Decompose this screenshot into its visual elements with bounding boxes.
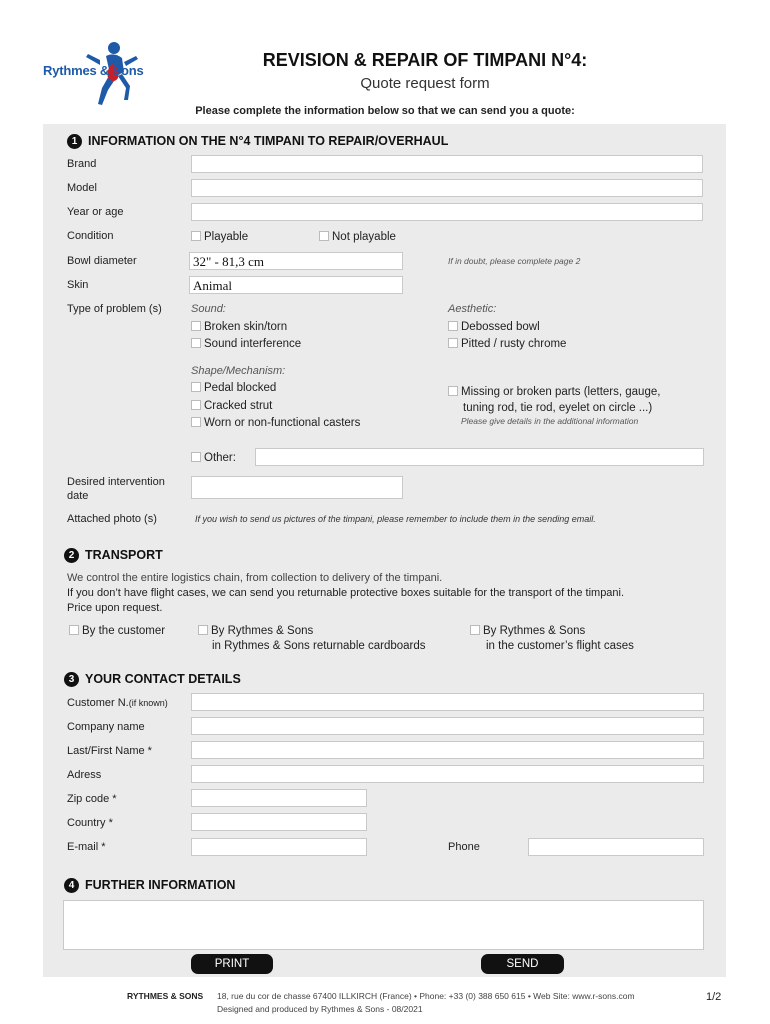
send-button[interactable]: SEND: [481, 954, 564, 974]
condition-playable-label: Playable: [204, 231, 249, 243]
checkbox[interactable]: [191, 400, 201, 410]
further-information-textarea[interactable]: [63, 900, 704, 950]
email-label: E-mail *: [67, 841, 106, 853]
transport-rs-flightcases-line2: in the customer’s flight cases: [486, 640, 634, 652]
model-label: Model: [67, 182, 97, 194]
address-field[interactable]: [191, 765, 704, 783]
photo-hint: If you wish to send us pictures of the timpani, please remember to include them in the sending email.: [195, 514, 596, 524]
address-label: Adress: [67, 769, 102, 781]
section-2-number: 2: [64, 548, 79, 563]
checkbox[interactable]: [191, 231, 201, 241]
option-label: By Rythmes & Sons: [483, 625, 586, 637]
model-field[interactable]: [191, 179, 703, 197]
section-3-title: [64, 672, 241, 687]
checkbox[interactable]: [191, 321, 201, 331]
missing-parts-hint: Please give details in the additional information: [461, 416, 639, 426]
photo-label: Attached photo (s): [67, 513, 157, 525]
bowl-hint: If in doubt, please complete page 2: [448, 256, 581, 266]
option-label: Sound interference: [204, 338, 302, 350]
skin-label: Skin: [67, 279, 89, 291]
transport-rs-flightcases[interactable]: [470, 625, 585, 637]
condition-not-playable-label: Not playable: [332, 231, 396, 243]
checkbox[interactable]: [448, 386, 458, 396]
shape-pedal-blocked[interactable]: [191, 382, 276, 394]
checkbox[interactable]: [191, 417, 201, 427]
option-label: By Rythmes & Sons: [211, 625, 314, 637]
checkbox[interactable]: [191, 338, 201, 348]
name-label: Last/First Name *: [67, 745, 152, 757]
aesthetic-debossed[interactable]: [448, 321, 540, 333]
country-field[interactable]: [191, 813, 367, 831]
email-field[interactable]: [191, 838, 367, 856]
condition-playable[interactable]: [191, 231, 248, 243]
transport-rs-cardboards-line2: in Rythmes & Sons returnable cardboards: [212, 640, 426, 652]
condition-label: Condition: [67, 230, 114, 242]
desired-date-label-line1: Desired intervention: [67, 476, 165, 488]
country-label: Country *: [67, 817, 113, 829]
section-1-number: 1: [67, 134, 82, 149]
option-label: Missing or broken parts (letters, gauge,: [461, 386, 661, 398]
problem-label: Type of problem (s): [67, 303, 162, 315]
shape-worn-casters[interactable]: [191, 417, 360, 429]
option-label: Broken skin/torn: [204, 321, 288, 333]
condition-not-playable[interactable]: [319, 231, 396, 243]
customer-number-field[interactable]: [191, 693, 704, 711]
option-label: Debossed bowl: [461, 321, 540, 333]
option-label: Worn or non-functional casters: [204, 417, 361, 429]
bowl-label: Bowl diameter: [67, 255, 137, 267]
checkbox[interactable]: [198, 625, 208, 635]
option-label: Cracked strut: [204, 400, 273, 412]
skin-field[interactable]: [189, 276, 403, 294]
sound-broken-skin[interactable]: [191, 321, 287, 333]
checkbox[interactable]: [448, 321, 458, 331]
section-4-number: 4: [64, 878, 79, 893]
company-label: Company name: [67, 721, 145, 733]
print-button[interactable]: PRINT: [191, 954, 273, 974]
skin-value: Animal: [193, 278, 232, 293]
option-label: Other:: [204, 452, 236, 464]
footer-credits: Designed and produced by Rythmes & Sons - 08/2021: [217, 1004, 423, 1014]
section-2-title-text: TRANSPORT: [85, 548, 163, 562]
desired-date-label-line2: date: [67, 490, 89, 502]
transport-text-3: Price upon request.: [67, 602, 163, 614]
desired-date-field[interactable]: [191, 476, 403, 499]
logo-text: Rythmes & Sons: [43, 63, 144, 78]
option-label: Pedal blocked: [204, 382, 277, 394]
missing-parts-line2: tuning rod, tie rod, eyelet on circle ...): [463, 402, 653, 414]
section-4-title-text: FURTHER INFORMATION: [85, 878, 236, 892]
checkbox[interactable]: [191, 452, 201, 462]
other-field[interactable]: [255, 448, 704, 466]
section-1-title: [67, 134, 448, 149]
zip-field[interactable]: [191, 789, 367, 807]
phone-field[interactable]: [528, 838, 704, 856]
company-field[interactable]: [191, 717, 704, 735]
zip-label: Zip code *: [67, 793, 117, 805]
year-label: Year or age: [67, 206, 124, 218]
option-label: Pitted / rusty chrome: [461, 338, 567, 350]
transport-text-1: We control the entire logistics chain, from collection to delivery of the timpani.: [67, 572, 443, 584]
transport-by-customer[interactable]: [69, 625, 165, 637]
desired-date-label: [67, 475, 165, 503]
bowl-diameter-value: 32" - 81,3 cm: [193, 254, 265, 269]
instruction-text: Please complete the information below so that we can send you a quote:: [195, 105, 575, 117]
page-number: 1/2: [706, 991, 722, 1003]
year-field[interactable]: [191, 203, 703, 221]
logo: [40, 38, 170, 110]
sound-interference[interactable]: [191, 338, 301, 350]
transport-rs-cardboards[interactable]: [198, 625, 313, 637]
sound-heading: Sound:: [191, 303, 226, 315]
other-option[interactable]: [191, 452, 236, 464]
option-label: By the customer: [82, 625, 166, 637]
checkbox[interactable]: [69, 625, 79, 635]
name-field[interactable]: [191, 741, 704, 759]
shape-cracked-strut[interactable]: [191, 400, 272, 412]
section-3-title-text: YOUR CONTACT DETAILS: [85, 672, 241, 686]
checkbox[interactable]: [470, 625, 480, 635]
customer-number-label: [67, 697, 168, 709]
section-3-number: 3: [64, 672, 79, 687]
footer-company: RYTHMES & SONS: [127, 991, 204, 1001]
page-title: REVISION & REPAIR OF TIMPANI N°4:: [262, 50, 588, 70]
brand-field[interactable]: [191, 155, 703, 173]
customer-number-label-sub: (if known): [128, 698, 168, 708]
checkbox[interactable]: [191, 382, 201, 392]
section-1-title-text: INFORMATION ON THE N°4 TIMPANI TO REPAIR/OVERHAUL: [88, 134, 449, 148]
checkbox[interactable]: [319, 231, 329, 241]
missing-parts[interactable]: [448, 386, 660, 398]
brand-label: Brand: [67, 158, 97, 170]
section-4-title: [64, 878, 235, 893]
aesthetic-pitted[interactable]: [448, 338, 566, 350]
bowl-diameter-field[interactable]: [189, 252, 403, 270]
page-subtitle: Quote request form: [360, 75, 490, 92]
customer-number-label-text: Customer N.: [67, 697, 129, 709]
shape-heading: Shape/Mechanism:: [191, 365, 286, 377]
checkbox[interactable]: [448, 338, 458, 348]
footer-address: 18, rue du cor de chasse 67400 ILLKIRCH (France) • Phone: +33 (0) 388 650 615 • Web Site: www.r-sons.com: [217, 991, 635, 1001]
section-2-title: [64, 548, 163, 563]
phone-label: Phone: [448, 841, 480, 853]
transport-text-2: If you don’t have flight cases, we can send you returnable protective boxes suitable for the transport of the timpani.: [67, 587, 625, 599]
aesthetic-heading: Aesthetic:: [448, 303, 497, 315]
